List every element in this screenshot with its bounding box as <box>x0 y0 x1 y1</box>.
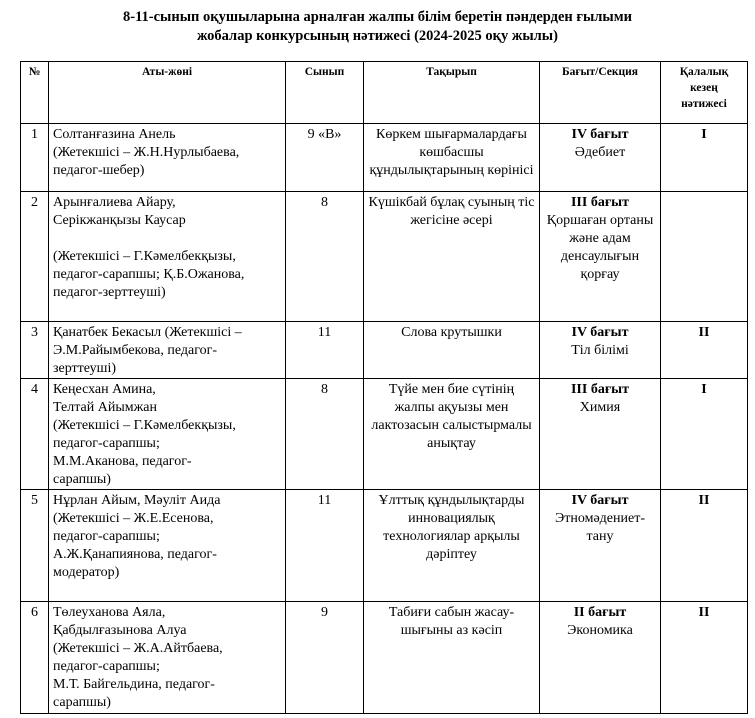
name-line: (Жетекшісі – Г.Кәмелбекқызы, <box>53 249 236 264</box>
table-row <box>21 379 748 490</box>
row-topic: Табиғи сабын жасау-шығыны аз кәсіп <box>364 602 540 714</box>
row-result: II <box>661 490 748 602</box>
header-section: Бағыт/Секция <box>540 62 661 124</box>
header-result: Қалалық кезең нәтижесі <box>661 62 748 124</box>
row-section <box>540 602 661 714</box>
row-result: II <box>661 602 748 714</box>
results-table <box>20 61 748 714</box>
name-line: А.Ж.Қанапиянова, педагог- <box>53 547 217 562</box>
name-line: Нұрлан Айым, Мәуліт Аида <box>53 493 221 508</box>
row-section <box>540 322 661 379</box>
section-direction: IV бағыт <box>571 493 629 508</box>
title-line-2: жобалар конкурсының нәтижесі (2024-2025 оқу жылы) <box>197 28 558 44</box>
row-section <box>540 192 661 322</box>
row-topic: Күшікбай бұлақ суының тіс жегісіне әсері <box>364 192 540 322</box>
row-grade: 11 <box>286 490 364 602</box>
section-direction: IV бағыт <box>571 325 629 340</box>
section-direction: III бағыт <box>570 382 629 397</box>
name-line: (Жетекшісі – Ж.Н.Нурлыбаева, <box>53 145 240 160</box>
row-name <box>49 490 286 602</box>
name-line: (Жетекшісі – Г.Кәмелбекқызы, <box>53 418 236 433</box>
name-line: Серікжанқызы Каусар <box>53 213 186 228</box>
section-subject: Әдебиет <box>574 145 626 160</box>
title-line-1: 8-11-сынып оқушыларына арналған жалпы білім беретін пәндерден ғылыми <box>123 9 632 25</box>
row-name <box>49 322 286 379</box>
row-topic: Түйе мен бие сүтінің жалпы ақуызы мен лактозасын салыстырмалы анықтау <box>364 379 540 490</box>
row-num: 1 <box>21 124 49 192</box>
row-name <box>49 124 286 192</box>
name-line: Солтанғазина Анель <box>53 127 176 142</box>
section-subject: Этномәдениет-тану <box>555 511 645 544</box>
table-row <box>21 322 748 379</box>
section-direction: II бағыт <box>573 605 627 620</box>
row-num: 5 <box>21 490 49 602</box>
row-grade: 11 <box>286 322 364 379</box>
page-title <box>0 8 755 46</box>
header-grade: Сынып <box>286 62 364 124</box>
row-result <box>661 192 748 322</box>
row-num: 3 <box>21 322 49 379</box>
row-section <box>540 124 661 192</box>
table-row <box>21 490 748 602</box>
section-subject: Экономика <box>567 623 633 638</box>
row-name <box>49 192 286 322</box>
name-line: Арынғалиева Айару, <box>53 195 176 210</box>
row-grade: 9 <box>286 602 364 714</box>
header-num: № <box>21 62 49 124</box>
row-result: I <box>661 124 748 192</box>
row-grade: 8 <box>286 379 364 490</box>
table-header-row <box>21 62 748 124</box>
name-line: Телтай Айымжан <box>53 400 157 415</box>
section-subject: Химия <box>579 400 621 415</box>
row-num: 6 <box>21 602 49 714</box>
row-name <box>49 379 286 490</box>
row-num: 2 <box>21 192 49 322</box>
name-line: педагог-сарапшы; <box>53 529 160 544</box>
name-line: (Жетекшісі – Ж.Е.Есенова, <box>53 511 214 526</box>
table-row <box>21 602 748 714</box>
row-name <box>49 602 286 714</box>
name-line: (Жетекшісі – Ж.А.Айтбаева, <box>53 641 223 656</box>
name-line: Кеңесхан Амина, <box>53 382 156 397</box>
section-subject: Тіл білімі <box>571 343 629 358</box>
name-line: педагог-сарапшы; <box>53 436 160 451</box>
row-result: II <box>661 322 748 379</box>
name-line: М.Т. Байгельдина, педагог- <box>53 677 215 692</box>
name-line: Қабдылғазынова Алуа <box>53 623 187 638</box>
name-line: педагог-шебер) <box>53 163 145 178</box>
section-direction: IV бағыт <box>571 127 629 142</box>
name-line: Э.М.Райымбекова, педагог- <box>53 343 217 358</box>
name-line: педагог-сарапшы; <box>53 659 160 674</box>
section-direction: III бағыт <box>570 195 629 210</box>
row-section <box>540 490 661 602</box>
row-section <box>540 379 661 490</box>
name-line: сарапшы) <box>53 695 111 710</box>
row-num: 4 <box>21 379 49 490</box>
name-line: Қанатбек Бекасыл (Жетекшісі – <box>53 325 242 340</box>
name-line: модератор) <box>53 565 120 580</box>
name-line: сарапшы) <box>53 472 111 487</box>
section-subject: Қоршаған ортаны және адам денсаулығын қорғау <box>546 213 654 282</box>
row-topic: Слова крутышки <box>364 322 540 379</box>
row-topic: Ұлттық құндылықтарды инновациялық технологиялар арқылы дәріптеу <box>364 490 540 602</box>
row-grade: 9 «В» <box>286 124 364 192</box>
row-grade: 8 <box>286 192 364 322</box>
name-line: педагог-сарапшы; Қ.Б.Ожанова, <box>53 267 245 282</box>
header-topic: Тақырып <box>364 62 540 124</box>
name-line: зерттеуші) <box>53 361 116 376</box>
row-topic: Көркем шығармалардағы көшбасшы құндылықтарының көрінісі <box>364 124 540 192</box>
name-line <box>53 230 281 248</box>
name-line: М.М.Аканова, педагог- <box>53 454 192 469</box>
table-row <box>21 124 748 192</box>
table-row <box>21 192 748 322</box>
name-line: педагог-зерттеуші) <box>53 285 166 300</box>
name-line: Төлеуханова Аяла, <box>53 605 166 620</box>
row-result: I <box>661 379 748 490</box>
header-name: Аты-жөні <box>49 62 286 124</box>
